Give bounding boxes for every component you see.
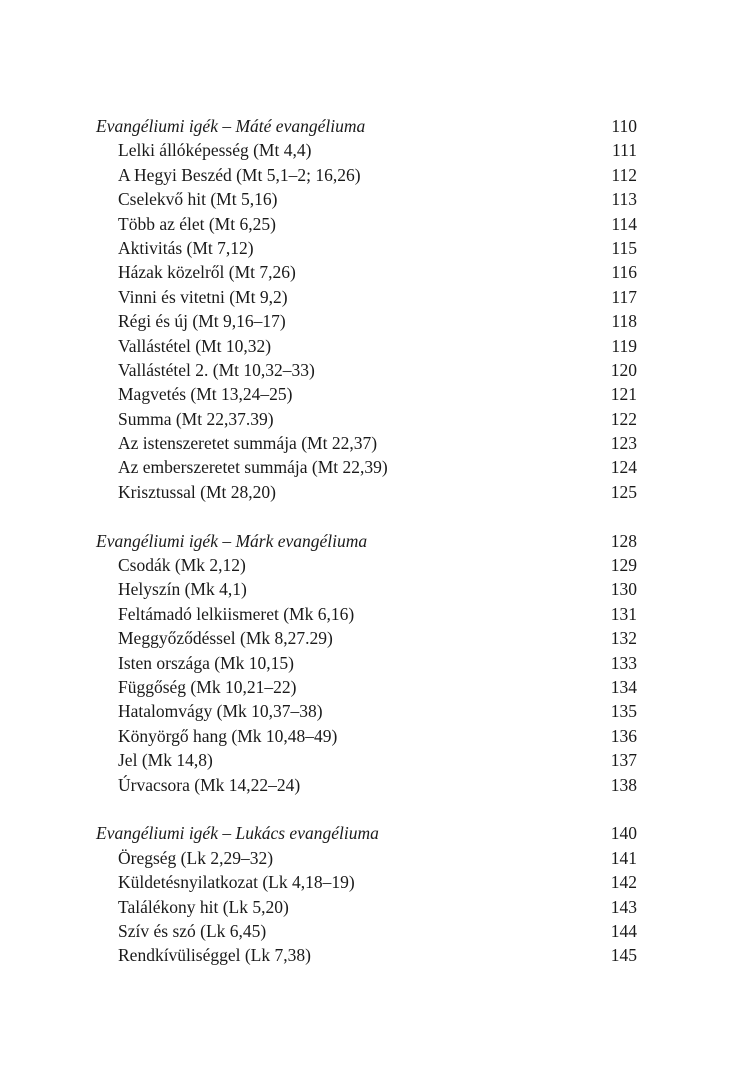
toc-entry-page-number: 120 <box>610 359 637 380</box>
toc-entry-title: A Hegyi Beszéd (Mt 5,1–2; 16,26) <box>118 164 361 185</box>
toc-entry <box>96 334 637 358</box>
toc-entry <box>96 846 637 870</box>
toc-entry-title: Rendkívüliséggel (Lk 7,38) <box>118 945 311 966</box>
table-of-contents <box>96 114 637 992</box>
toc-entry-title: Feltámadó lelkiismeret (Mk 6,16) <box>118 603 355 624</box>
toc-entry-page-number: 119 <box>611 335 637 356</box>
toc-entry-page-number: 136 <box>610 725 637 746</box>
toc-entry-page-number: 135 <box>610 701 637 722</box>
toc-entry-page-number: 130 <box>610 579 637 600</box>
section-heading-page-number: 140 <box>610 823 637 844</box>
toc-entry <box>96 651 637 675</box>
toc-entry-page-number: 137 <box>610 750 637 771</box>
toc-entry <box>96 309 637 333</box>
toc-entry-title: Az emberszeretet summája (Mt 22,39) <box>118 457 388 478</box>
toc-entry <box>96 626 637 650</box>
section-heading <box>96 821 637 845</box>
toc-entry-title: Csodák (Mk 2,12) <box>118 555 246 576</box>
toc-entry-title: Vinni és vitetni (Mt 9,2) <box>118 286 288 307</box>
toc-entry-page-number: 142 <box>610 872 637 893</box>
toc-entry <box>96 236 637 260</box>
toc-entry-page-number: 111 <box>612 140 637 161</box>
toc-entry <box>96 260 637 284</box>
toc-entry <box>96 773 637 797</box>
toc-entry <box>96 285 637 309</box>
toc-entry-page-number: 118 <box>611 311 637 332</box>
toc-section <box>96 821 637 967</box>
toc-entry <box>96 187 637 211</box>
toc-entry <box>96 602 637 626</box>
section-heading <box>96 114 637 138</box>
toc-entry-title: Hatalomvágy (Mk 10,37–38) <box>118 701 323 722</box>
section-heading <box>96 529 637 553</box>
toc-entry-page-number: 124 <box>610 457 637 478</box>
toc-entry <box>96 382 637 406</box>
toc-entry-title: Öregség (Lk 2,29–32) <box>118 847 274 868</box>
toc-entry-page-number: 122 <box>610 408 637 429</box>
toc-entry <box>96 675 637 699</box>
toc-entry-page-number: 123 <box>610 433 637 454</box>
toc-entry-page-number: 131 <box>610 603 637 624</box>
toc-entry <box>96 138 637 162</box>
toc-entry-title: Könyörgő hang (Mk 10,48–49) <box>118 725 338 746</box>
toc-entry <box>96 724 637 748</box>
toc-entry-title: Summa (Mt 22,37.39) <box>118 408 274 429</box>
toc-entry <box>96 480 637 504</box>
toc-entry-title: Krisztussal (Mt 28,20) <box>118 481 276 502</box>
toc-entry-page-number: 138 <box>610 774 637 795</box>
toc-entry-title: Az istenszeretet summája (Mt 22,37) <box>118 433 378 454</box>
toc-entry-title: Találékony hit (Lk 5,20) <box>118 896 289 917</box>
toc-entry-page-number: 143 <box>610 896 637 917</box>
toc-entry-title: Aktivitás (Mt 7,12) <box>118 237 254 258</box>
toc-entry <box>96 163 637 187</box>
toc-entry-title: Cselekvő hit (Mt 5,16) <box>118 189 278 210</box>
section-heading-page-number: 128 <box>610 530 637 551</box>
toc-entry <box>96 919 637 943</box>
toc-entry-page-number: 144 <box>610 920 637 941</box>
toc-entry-title: Isten országa (Mk 10,15) <box>118 652 294 673</box>
toc-entry <box>96 748 637 772</box>
toc-entry-title: Függőség (Mk 10,21–22) <box>118 676 297 697</box>
toc-entry-title: Úrvacsora (Mk 14,22–24) <box>118 774 301 795</box>
section-heading-title: Evangéliumi igék – Márk evangéliuma <box>96 530 368 551</box>
toc-entry-page-number: 114 <box>611 213 637 234</box>
section-heading-page-number: 110 <box>611 116 637 136</box>
toc-entry-title: Helyszín (Mk 4,1) <box>118 579 247 600</box>
toc-entry-title: Szív és szó (Lk 6,45) <box>118 920 267 941</box>
toc-entry-page-number: 121 <box>610 384 637 405</box>
toc-entry <box>96 212 637 236</box>
toc-entry-page-number: 134 <box>610 676 637 697</box>
section-heading-title: Evangéliumi igék – Lukács evangéliuma <box>96 823 379 844</box>
toc-entry-page-number: 141 <box>610 847 637 868</box>
toc-section <box>96 114 637 504</box>
toc-entry-title: Vallástétel (Mt 10,32) <box>118 335 272 356</box>
toc-entry-title: Házak közelről (Mt 7,26) <box>118 262 296 283</box>
toc-entry <box>96 407 637 431</box>
toc-entry <box>96 431 637 455</box>
toc-entry <box>96 358 637 382</box>
toc-entry-page-number: 115 <box>611 237 637 258</box>
toc-section <box>96 529 637 797</box>
toc-entry-page-number: 113 <box>611 189 637 210</box>
toc-entry-title: Régi és új (Mt 9,16–17) <box>118 311 286 332</box>
toc-entry-title: Magvetés (Mt 13,24–25) <box>118 384 293 405</box>
toc-entry-page-number: 145 <box>610 945 637 966</box>
toc-entry <box>96 895 637 919</box>
toc-entry-title: Jel (Mk 14,8) <box>118 750 213 771</box>
toc-entry-page-number: 132 <box>610 628 637 649</box>
toc-entry <box>96 553 637 577</box>
toc-entry-page-number: 133 <box>610 652 637 673</box>
toc-entry <box>96 577 637 601</box>
toc-entry-title: Lelki állóképesség (Mt 4,4) <box>118 140 312 161</box>
toc-entry-page-number: 117 <box>611 286 637 307</box>
section-heading-title: Evangéliumi igék – Máté evangéliuma <box>96 116 366 136</box>
toc-entry <box>96 943 637 967</box>
toc-entry <box>96 699 637 723</box>
toc-entry-page-number: 129 <box>610 555 637 576</box>
toc-entry-title: Vallástétel 2. (Mt 10,32–33) <box>118 359 315 380</box>
toc-entry-title: Küldetésnyilatkozat (Lk 4,18–19) <box>118 872 355 893</box>
toc-entry-title: Meggyőződéssel (Mk 8,27.29) <box>118 628 333 649</box>
toc-entry <box>96 870 637 894</box>
toc-entry-page-number: 125 <box>610 481 637 502</box>
toc-entry <box>96 455 637 479</box>
toc-entry-page-number: 116 <box>611 262 637 283</box>
toc-entry-page-number: 112 <box>611 164 637 185</box>
toc-entry-title: Több az élet (Mt 6,25) <box>118 213 276 234</box>
